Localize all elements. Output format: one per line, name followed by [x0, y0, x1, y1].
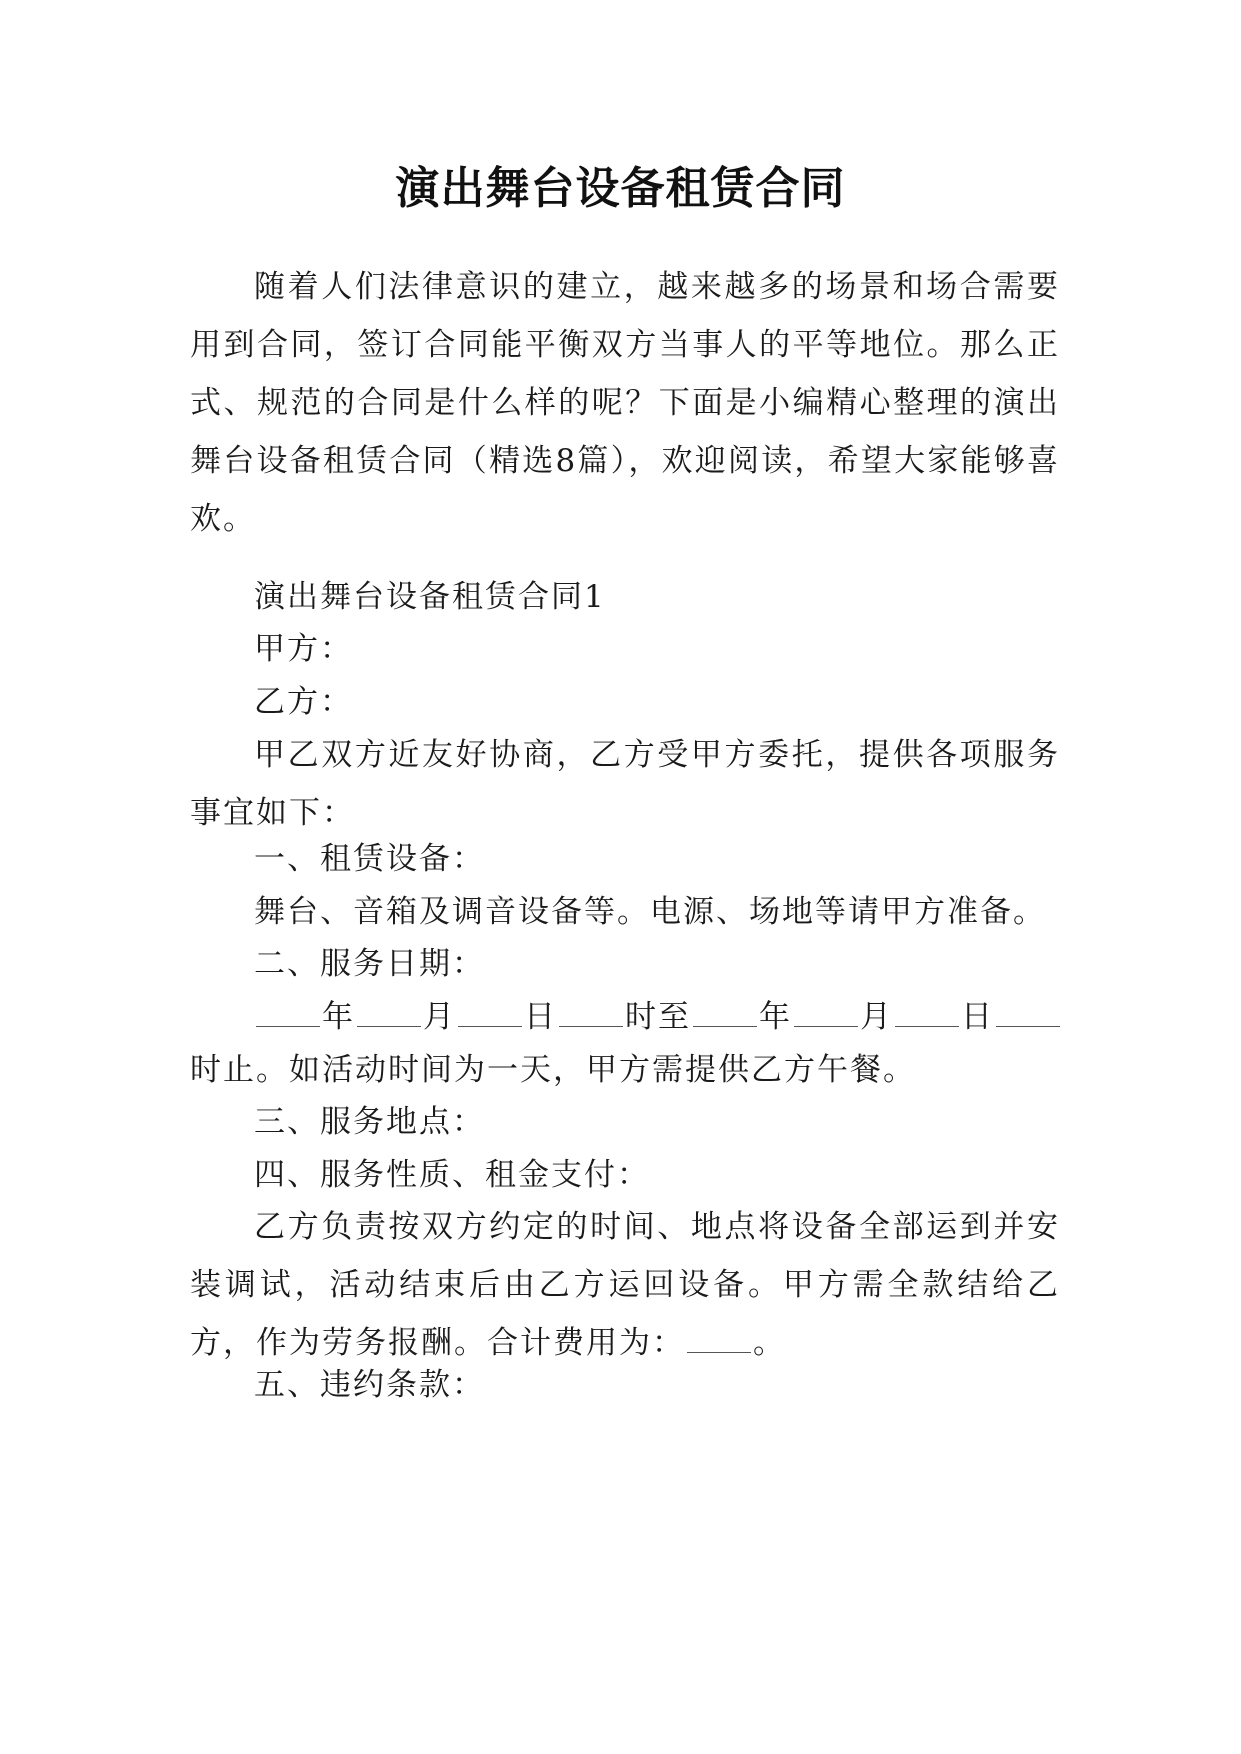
- clause-4-text-part2: 。: [753, 1325, 786, 1361]
- date-unit-month: 月: [860, 999, 893, 1035]
- party-b-label: 乙方：: [254, 684, 353, 720]
- clause-2-text: 时止。如活动时间为一天，甲方需提供乙方午餐。: [190, 1052, 916, 1088]
- blank-field: [895, 998, 959, 1027]
- clause-4-title: 四、服务性质、租金支付：: [254, 1157, 650, 1193]
- clause-4-text: [190, 1198, 1060, 1372]
- blank-field: [256, 998, 320, 1027]
- clause-2-title: 二、服务日期：: [254, 946, 485, 982]
- section-heading: 演出舞台设备租赁合同1: [254, 579, 606, 615]
- party-a-label: 甲方：: [254, 631, 353, 667]
- blank-field: [693, 998, 757, 1027]
- date-unit-year: 年: [759, 999, 792, 1035]
- blank-field: [357, 998, 421, 1027]
- clause-5-title: 五、违约条款：: [254, 1367, 485, 1403]
- blank-field: [996, 998, 1060, 1027]
- blank-field: [559, 998, 623, 1027]
- clause-4-text-part1: 乙方负责按双方约定的时间、地点将设备全部运到并安装调试，活动结束后由乙方运回设备。甲方需全款结给乙方，作为劳务报酬。合计费用为：: [190, 1209, 1060, 1361]
- clause-1-title: 一、租赁设备：: [254, 841, 485, 877]
- date-unit-year: 年: [322, 999, 355, 1035]
- clause-1-text: 舞台、音箱及调音设备等。电源、场地等请甲方准备。: [254, 894, 1046, 930]
- intro-paragraph: 随着人们法律意识的建立，越来越多的场景和场合需要用到合同，签订合同能平衡双方当事人的平等地位。那么正式、规范的合同是什么样的呢？下面是小编精心整理的演出舞台设备租赁合同（精选8篇），欢迎阅读，希望大家能够喜欢。: [190, 269, 1060, 537]
- blank-field: [687, 1324, 751, 1353]
- date-unit-day: 日: [524, 999, 557, 1035]
- service-date-line: [254, 988, 1062, 1046]
- date-unit-hour-to: 时至: [625, 999, 691, 1035]
- document-title: 演出舞台设备租赁合同: [395, 163, 846, 214]
- blank-field: [458, 998, 522, 1027]
- clause-3-title: 三、服务地点：: [254, 1104, 485, 1140]
- date-unit-month: 月: [423, 999, 456, 1035]
- date-unit-day: 日: [961, 999, 994, 1035]
- blank-field: [794, 998, 858, 1027]
- preamble-paragraph: 甲乙双方近友好协商，乙方受甲方委托，提供各项服务事宜如下：: [190, 737, 1060, 831]
